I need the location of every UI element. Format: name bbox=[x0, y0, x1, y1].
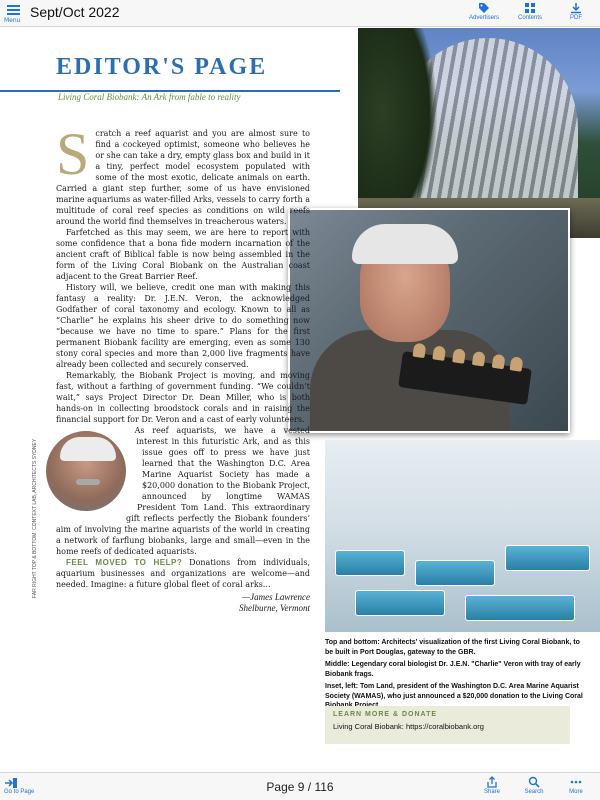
donate-link[interactable]: Living Coral Biobank: https://coralbiobank.org bbox=[333, 722, 484, 731]
avatar bbox=[44, 429, 128, 513]
advertisers-label: Advertisers bbox=[468, 15, 499, 21]
tom-land-inset bbox=[44, 429, 136, 525]
share-icon bbox=[486, 776, 498, 788]
menu-label: Menu bbox=[4, 17, 21, 24]
photo-credit: FAR RIGHT TOP & BOTTOM: CONTEXT LAB, ARCHITECTS SYDNEY bbox=[32, 438, 38, 598]
pdf-button[interactable] bbox=[558, 2, 594, 21]
share-label: Share bbox=[483, 789, 500, 795]
help-text: Donations from individuals, aquarium businesses and organizations are welcome—and needed. Imagine: a future global fleet of coral arks… bbox=[56, 558, 310, 589]
pdf-label: PDF bbox=[570, 15, 582, 21]
more-button[interactable] bbox=[558, 776, 594, 795]
search-button[interactable] bbox=[516, 776, 552, 795]
paragraph: History will, we believe, credit one man with making this fantasy a reality: Dr. J.E.N. Veron, the acknowledged Godfather of coral taxonomy and ecology. Known to all as “Charlie” he explains his sheer drive to do something now “because we have no time to spare.” Plans for the first permanent Biobank facility are emerging, even as some 130 stony coral species and more than 2,000 live fragments have already been collected and securely conserved. bbox=[56, 283, 310, 369]
go-to-page-label: Go to Page bbox=[4, 789, 35, 795]
paragraph: Remarkably, the Biobank Project is moving, and moving fast, without a farthing of government funding. “We couldn’t wait,” says Project Director Dr. Dean Miller, who is both hands-on in collecting broodstock corals and in raising the financial support for Dr. Veron and a cast of early volunteers. bbox=[56, 371, 310, 424]
veron-portrait-photo bbox=[288, 208, 570, 433]
help-heading: FEEL MOVED TO HELP? bbox=[66, 558, 183, 567]
paragraph: cratch a reef aquarist and you are almost sure to find a cockeyed optimist, someone who believes he or she can take a dry, empty glass box and build in it a tiny, perfect model ecosystem populated with some of the most exotic, delicate animals on earth. Carried a giant step further, some of us have envisioned marine aquariums as water-filled Arks, vessels to carry forth a multitude of coral reef species as conditions on wild reefs around the world find themselves in treacherous waters. bbox=[56, 129, 310, 226]
more-label: More bbox=[569, 789, 583, 795]
caption-top-bottom: Top and bottom: Architects' visualization of the first Living Coral Biobank, to be built in Port Douglas, gateway to the GBR. bbox=[325, 639, 580, 656]
paragraph: Farfetched as this may seem, we are here to report with some confidence that a bona fide modern incarnation of the ancient craft of Biblical fable is now being assembled in the form of the Living Coral Biobank on the Australian coast adjacent to the Great Barrier Reef. bbox=[56, 228, 310, 281]
donate-title: LEARN MORE & DONATE bbox=[333, 711, 438, 718]
article-body bbox=[56, 121, 310, 614]
biobank-interior-rendering bbox=[325, 440, 600, 632]
more-icon bbox=[570, 776, 582, 788]
download-icon bbox=[570, 2, 582, 14]
donate-box bbox=[325, 706, 570, 744]
search-icon bbox=[528, 776, 540, 788]
menu-button[interactable] bbox=[4, 2, 24, 26]
signature bbox=[56, 592, 310, 614]
page-indicator: Page 9 / 116 bbox=[266, 780, 334, 794]
signature-name: —James Lawrence bbox=[242, 592, 310, 602]
top-toolbar bbox=[0, 0, 600, 27]
article-subtitle: Living Coral Biobank: An Ark from fable to reality bbox=[58, 92, 241, 102]
grid-icon bbox=[524, 2, 536, 14]
signature-place: Shelburne, Vermont bbox=[239, 603, 310, 613]
architecture-visualization-photo bbox=[358, 28, 600, 238]
contents-button[interactable] bbox=[512, 2, 548, 21]
caption-middle: Middle: Legendary coral biologist Dr. J.E.N. "Charlie" Veron with tray of early Biobank frags. bbox=[325, 661, 581, 678]
bottom-toolbar bbox=[0, 772, 600, 800]
search-label: Search bbox=[524, 789, 544, 795]
paragraph: As reef aquarists, we have a vested interest in this futuristic Ark, and as this issue goes off to press we have just learned that the Washington D.C. Area Marine Aquarist Society has made a $20,000 donation to the Biobank Project, announced by longtime WAMAS President Tom Land. This extraordinary gift reflects perfectly the Biobank founders’ aim of involving the marine aquarists of the world in creating a network of farflung biobanks, large and small—even in the home reefs of dedicated aquarists. bbox=[56, 426, 310, 556]
tag-icon bbox=[478, 2, 490, 14]
caption-inset: Inset, left: Tom Land, president of the Washington D.C. Area Marine Aquarist Society (WAMAS), who just announced a $20,000 donation to the Living Coral bbox=[325, 683, 583, 700]
magazine-page bbox=[0, 28, 600, 772]
drop-cap: S bbox=[56, 121, 90, 187]
advertisers-button[interactable] bbox=[466, 2, 502, 21]
help-paragraph bbox=[56, 557, 310, 590]
hamburger-icon bbox=[7, 5, 20, 15]
issue-title: Sept/Oct 2022 bbox=[30, 4, 120, 20]
share-button[interactable] bbox=[474, 776, 510, 795]
contents-label: Contents bbox=[517, 15, 542, 21]
photo-caption bbox=[325, 638, 585, 714]
page-title: EDITOR'S PAGE bbox=[56, 54, 268, 80]
